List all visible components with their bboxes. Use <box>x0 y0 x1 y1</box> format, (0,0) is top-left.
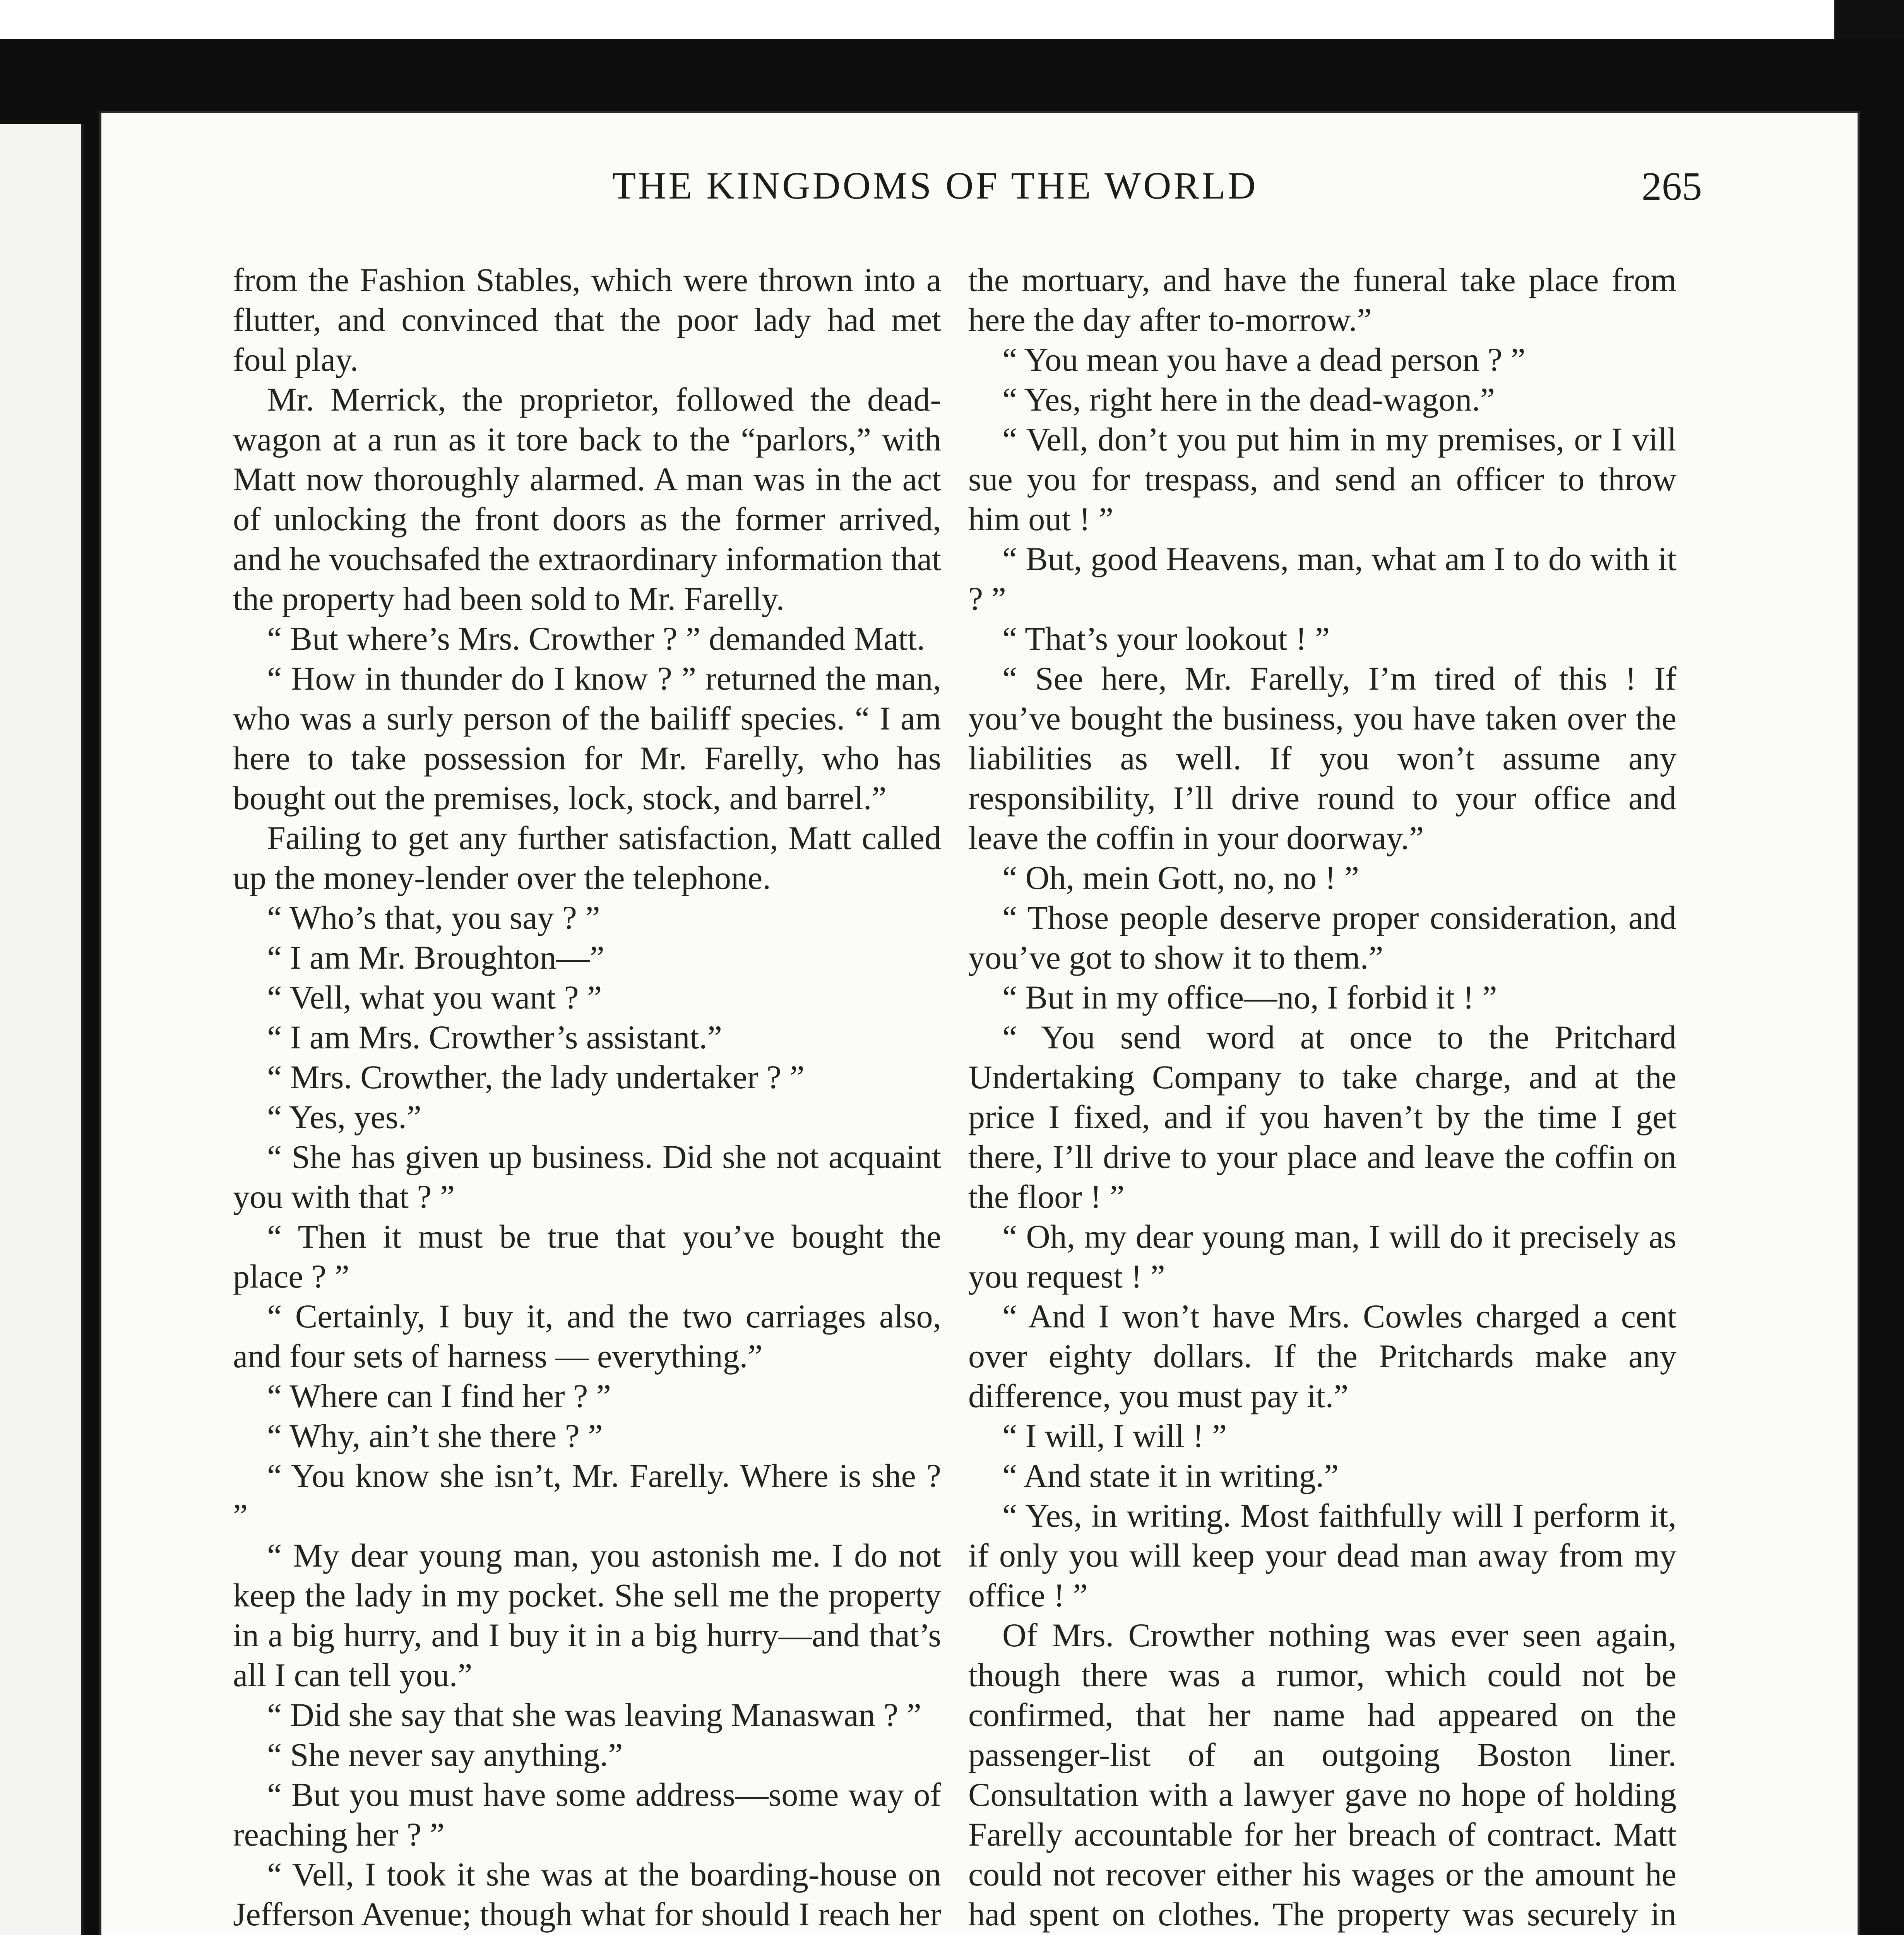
paragraph: “ You send word at once to the Pritchard Undertaking Company to take charge, and at the price I fixed, and if you haven’t by the time I get there, I’ll drive to your place and leave the coffin on the floor ! ” <box>968 1019 1676 1215</box>
paragraph: Of Mrs. Crowther nothing was ever seen again, though there was a rumor, which could not be confirmed, that her name had appeared on the passenger-list of an outgoing Boston liner. Consultation with a lawyer gave no hope of holding Farelly accountable for her breach of contract. Matt could not recover either his wages or the amount he had spent on clothes. The property was securely in <box>968 1616 1676 1933</box>
paragraph: “ Vell, don’t you put him in my premises, or I vill sue you for trespass, and send an officer to throw him out ! ” <box>968 421 1676 538</box>
scan-top-strip-gap <box>1834 0 1904 39</box>
paragraph: “ Did she say that she was leaving Manaswan ? ” <box>267 1696 921 1733</box>
paragraph: “ But in my office—no, I forbid it ! ” <box>1002 979 1497 1016</box>
running-head <box>101 163 1858 225</box>
paragraph: “ My dear young man, you astonish me. I do not keep the lady in my pocket. She sell me the property in a big hurry, and I buy it in a big hurry—and that’s all I can tell you.” <box>233 1537 941 1694</box>
paragraph: “ See here, Mr. Farelly, I’m tired of this ! If you’ve bought the business, you have taken over the liabilities as well. If you won’t assume any responsibility, I’ll drive round to your office and leave the coffin in your doorway.” <box>968 660 1676 856</box>
paragraph: “ But, good Heavens, man, what am I to do with it ? ” <box>968 540 1676 617</box>
right-column <box>968 260 1676 1935</box>
paragraph: the mortuary, and have the funeral take place from here the day after to-morrow.” <box>968 261 1676 338</box>
paragraph: “ Who’s that, you say ? ” <box>267 899 600 936</box>
paragraph: “ Yes, right here in the dead-wagon.” <box>1002 381 1495 418</box>
paragraph: “ Those people deserve proper consideration, and you’ve got to show it to them.” <box>968 899 1676 976</box>
paragraph: “ And state it in writing.” <box>1002 1457 1339 1494</box>
paragraph: “ She never say anything.” <box>267 1736 623 1773</box>
paragraph: “ Oh, my dear young man, I will do it precisely as you request ! ” <box>968 1218 1676 1295</box>
paragraph: “ Vell, what you want ? ” <box>267 979 602 1016</box>
paragraph: “ I will, I will ! ” <box>1002 1417 1227 1454</box>
running-title: THE KINGDOMS OF THE WORLD <box>612 164 1258 207</box>
paragraph: Failing to get any further satisfaction, Matt called up the money-lender over the telephone. <box>233 819 941 896</box>
paragraph: “ She has given up business. Did she not acquaint you with that ? ” <box>233 1138 941 1215</box>
paragraph: “ That’s your lookout ! ” <box>1002 620 1330 657</box>
book-page <box>101 113 1858 1935</box>
paragraph: “ How in thunder do I know ? ” returned the man, who was a surly person of the bailiff species. “ I am here to take possession for Mr. Farelly, who has bought out the premises, lock, stock, and barrel.” <box>233 660 941 817</box>
paragraph: “ Yes, in writing. Most faithfully will I perform it, if only you will keep your dead man away from my office ! ” <box>968 1497 1676 1614</box>
paragraph: “ You know she isn’t, Mr. Farelly. Where is she ? ” <box>233 1457 941 1534</box>
paragraph: “ But where’s Mrs. Crowther ? ” demanded Matt. <box>267 620 925 657</box>
left-page-edge <box>0 124 84 1935</box>
paragraph: “ Why, ain’t she there ? ” <box>267 1417 603 1454</box>
paragraph: “ Where can I find her ? ” <box>267 1377 611 1414</box>
paragraph: “ You mean you have a dead person ? ” <box>1002 341 1526 378</box>
paragraph: “ Mrs. Crowther, the lady undertaker ? ” <box>267 1058 805 1096</box>
left-column <box>233 260 941 1935</box>
scan-top-strip <box>0 0 1904 39</box>
page-number: 265 <box>1642 164 1702 209</box>
paragraph: “ Certainly, I buy it, and the two carriages also, and four sets of harness — everything.” <box>233 1298 941 1375</box>
paragraph: “ But you must have some address—some way of reaching her ? ” <box>233 1776 941 1853</box>
paragraph: “ Yes, yes.” <box>267 1098 421 1135</box>
paragraph: “ Vell, I took it she was at the boarding-house on Jefferson Avenue; though what for should I reach her <box>233 1856 941 1933</box>
paragraph: “ I am Mr. Broughton—” <box>267 939 604 976</box>
paragraph: “ And I won’t have Mrs. Cowles charged a cent over eighty dollars. If the Pritchards make any difference, you must pay it.” <box>968 1298 1676 1414</box>
paragraph: from the Fashion Stables, which were thrown into a flutter, and convinced that the poor lady had met foul play. <box>233 261 941 378</box>
paragraph: “ Then it must be true that you’ve bought the place ? ” <box>233 1218 941 1295</box>
paragraph: “ I am Mrs. Crowther’s assistant.” <box>267 1019 722 1056</box>
paragraph: “ Oh, mein Gott, no, no ! ” <box>1002 859 1359 896</box>
paragraph: Mr. Merrick, the proprietor, followed the dead-wagon at a run as it tore back to the “parlors,” with Matt now thoroughly alarmed. A man was in the act of unlocking the front doors as the former arrived, and he vouchsafed the extraordinary information that the property had been sold to Mr. Farelly. <box>233 381 941 617</box>
